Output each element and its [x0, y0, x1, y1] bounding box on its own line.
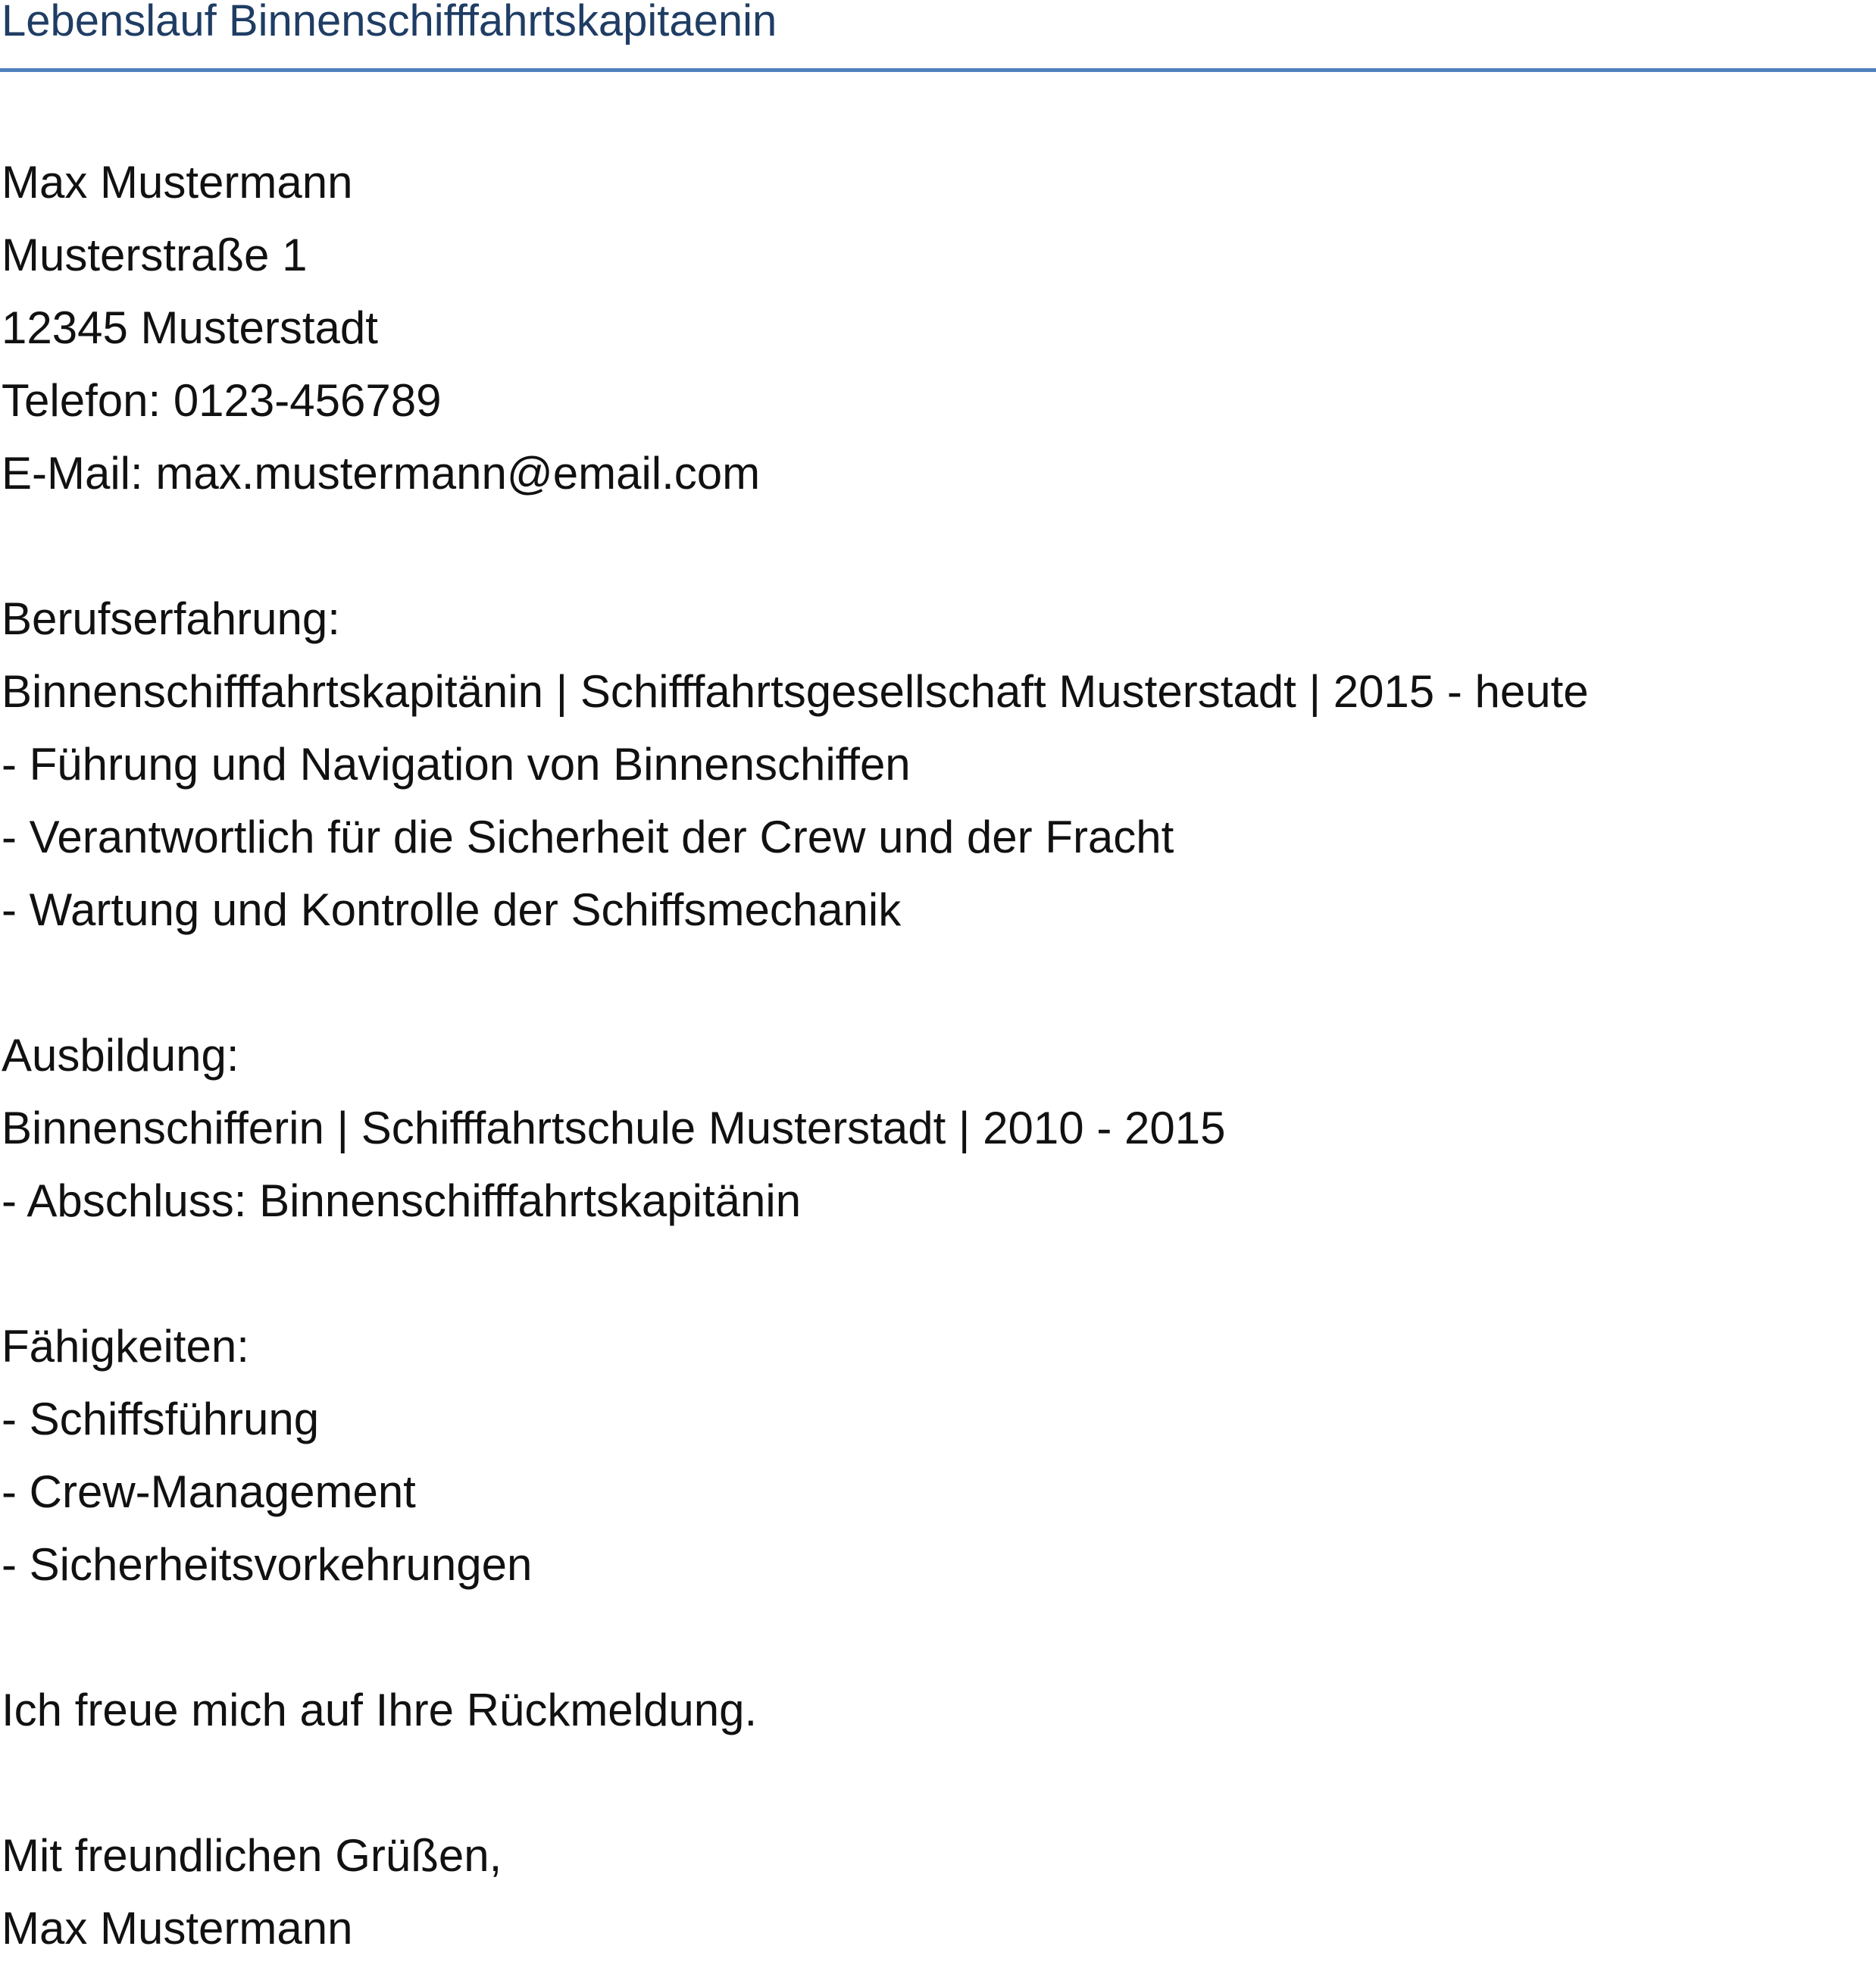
contact-block	[2, 146, 1873, 510]
education-entry: Binnenschifferin | Schifffahrtschule Musterstadt | 2010 - 2015	[2, 1103, 1226, 1153]
experience-duty: - Führung und Navigation von Binnenschiffen	[2, 739, 911, 790]
spacer	[2, 510, 1873, 583]
closing-signature: Max Mustermann	[2, 1903, 353, 1954]
closing-message: Ich freue mich auf Ihre Rückmeldung.	[2, 1685, 758, 1735]
contact-phone: Telefon: 0123-456789	[2, 375, 442, 426]
contact-street: Musterstraße 1	[2, 230, 308, 280]
education-degree: - Abschluss: Binnenschifffahrtskapitänin	[2, 1175, 802, 1226]
skill-item: - Schiffsführung	[2, 1394, 320, 1444]
spacer	[2, 1747, 1873, 1820]
title-divider	[0, 68, 1876, 72]
skill-item: - Crew-Management	[2, 1466, 416, 1517]
experience-section	[2, 583, 1873, 947]
closing-greeting: Mit freundlichen Grüßen,	[2, 1830, 502, 1881]
closing-section	[2, 1674, 1873, 1965]
document-title: Lebenslauf Binnenschifffahrtskapitaenin	[2, 0, 777, 45]
skills-section	[2, 1310, 1873, 1601]
spacer	[2, 947, 1873, 1019]
spacer	[2, 1601, 1873, 1674]
contact-city: 12345 Musterstadt	[2, 302, 378, 353]
document-body	[2, 146, 1873, 1965]
contact-email: E-Mail: max.mustermann@email.com	[2, 448, 761, 499]
skill-item: - Sicherheitsvorkehrungen	[2, 1539, 533, 1590]
skills-heading: Fähigkeiten:	[2, 1321, 249, 1372]
experience-duty: - Wartung und Kontrolle der Schiffsmechanik	[2, 884, 902, 935]
spacer	[2, 1238, 1873, 1310]
education-section	[2, 1019, 1873, 1238]
education-heading: Ausbildung:	[2, 1030, 239, 1081]
experience-position: Binnenschifffahrtskapitänin | Schifffahrtsgesellschaft Musterstadt | 2015 - heute	[2, 666, 1589, 717]
experience-duty: - Verantwortlich für die Sicherheit der Crew und der Fracht	[2, 812, 1174, 862]
experience-heading: Berufserfahrung:	[2, 593, 340, 644]
contact-name: Max Mustermann	[2, 157, 353, 208]
